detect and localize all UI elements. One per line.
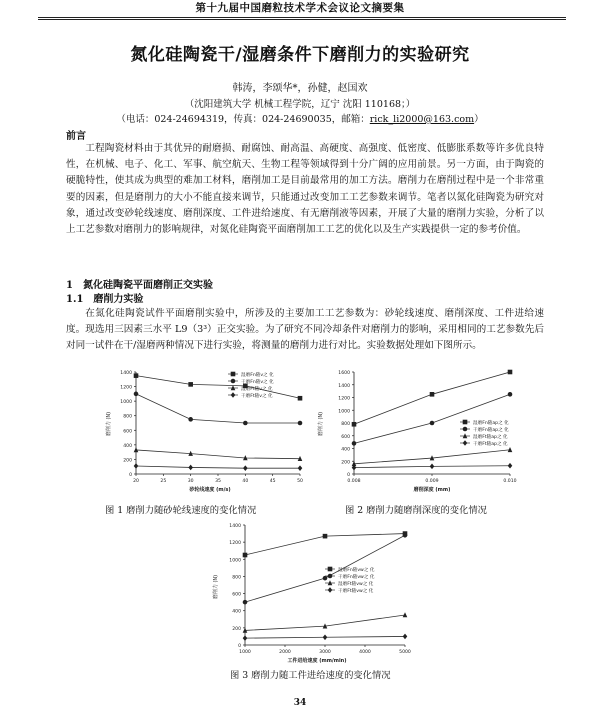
x-tick-label: 20 xyxy=(133,479,139,484)
y-tick-label: 1200 xyxy=(338,396,350,402)
y-tick-label: 400 xyxy=(232,609,241,615)
data-point xyxy=(430,421,435,426)
series-line xyxy=(136,394,300,423)
y-tick-label: 800 xyxy=(341,422,350,427)
y-tick-label: 0 xyxy=(238,644,241,649)
x-tick-label: 50 xyxy=(297,479,303,484)
legend-entry: 湿磨Ft随vw之 化 xyxy=(338,581,374,587)
figure-2-caption: 图 2 磨削力随磨削深度的变化情况 xyxy=(345,505,487,516)
data-point xyxy=(403,612,408,617)
figure-3-caption: 图 3 磨削力随工件进给速度的变化情况 xyxy=(230,670,391,681)
series-line xyxy=(354,372,510,424)
data-point xyxy=(298,396,303,401)
contact-line xyxy=(0,111,600,125)
y-tick-label: 800 xyxy=(232,575,241,581)
legend-swatch-marker xyxy=(328,574,333,579)
data-point xyxy=(403,634,408,640)
x-axis-label: 砂轮线速度 (m/s) xyxy=(189,487,231,493)
data-point xyxy=(403,533,408,538)
y-axis-label: 磨削力 (N) xyxy=(318,411,324,437)
legend-entry: 干磨Ft随vw之 化 xyxy=(338,588,374,594)
y-tick-label: 1200 xyxy=(229,541,241,547)
legend-swatch-marker xyxy=(463,420,468,425)
x-axis-label: 磨削深度 (mm) xyxy=(413,487,451,493)
data-point xyxy=(323,534,328,539)
section-1-paragraph: 在氮化硅陶瓷试件平面磨削实验中，所涉及的主要加工工艺参数为：砂轮线速度、磨削深度、工件进给速度。现选用三因素三水平 L9（3³）正交实验。为了研究不同冷却条件对磨削力的影响，采用相同的工艺参数先后对同一试件在干/湿磨两种情况下进行实验，将测量的磨削力进行对比。实验数据处理如下图所示。 xyxy=(66,308,544,352)
section-1-1-heading: 1.1 磨削力实验 xyxy=(66,294,144,305)
y-tick-label: 1200 xyxy=(120,385,132,391)
x-tick-label: 3000 xyxy=(319,650,331,655)
legend-swatch-marker xyxy=(231,392,236,398)
series-line xyxy=(136,450,300,459)
data-point xyxy=(430,464,435,470)
y-tick-label: 1000 xyxy=(229,558,241,564)
figure-3-chart xyxy=(205,517,435,667)
x-tick-label: 2000 xyxy=(279,650,291,655)
x-axis-label: 工件进给速度 (mm/min) xyxy=(287,658,347,664)
y-tick-label: 400 xyxy=(341,447,350,453)
series-line xyxy=(136,376,300,399)
email-link[interactable]: rick_li2000@163.com xyxy=(369,114,475,125)
paper-title: 氮化硅陶瓷干/湿磨条件下磨削力的实验研究 xyxy=(130,45,470,65)
x-tick-label: 40 xyxy=(242,479,249,484)
x-tick-label: 0.009 xyxy=(425,479,439,484)
legend-entry: 湿磨Ft随ap之 化 xyxy=(473,434,508,440)
legend-swatch-marker xyxy=(328,587,333,593)
series-line xyxy=(136,466,300,468)
figure-1-caption: 图 1 磨削力随砂轮线速度的变化情况 xyxy=(105,505,257,516)
legend-entry: 湿磨Fn随vw之 化 xyxy=(338,567,375,573)
legend-entry: 湿磨Fn随ap之 化 xyxy=(473,420,509,426)
data-point xyxy=(134,392,139,397)
data-point xyxy=(323,576,328,581)
data-point xyxy=(243,600,248,605)
data-point xyxy=(508,370,513,375)
legend-entry: 干磨Ft随ap之 化 xyxy=(473,441,508,447)
intro-paragraph: 工程陶瓷材料由于其优异的耐磨损、耐腐蚀、耐高温、高硬度、高强度、低密度、低膨胀系数等许多优良特性，在机械、电子、化工、军事、航空航天、生物工程等领域得到十分广阔的应用前景。另一方面，由于陶瓷的硬脆特性，使其成为典型的难加工材料，磨削加工是目前最常用的加工方法。磨削力在磨削过程中是一个非常重要的因素，但是磨削力的大小不能直接来调节，只能通过改变加工工艺参数来调节。笔者以氮化硅陶瓷为研究对象，通过改变砂轮线速度、磨削深度、工件进给速度、有无磨削液等因素，开展了大量的磨削力实验，分析了以上工艺参数对磨削力的影响规律，对氮化硅陶瓷平面磨削加工工艺的优化以及生产实践提供一定的参考价值。 xyxy=(66,143,544,236)
legend-swatch-marker xyxy=(231,379,236,384)
figure-1-chart xyxy=(100,364,310,499)
author-list: 韩涛，李颂华*，孙健，赵国欢 xyxy=(232,83,368,94)
y-tick-label: 600 xyxy=(232,592,241,598)
legend-entry: 干磨Fn随vw之 化 xyxy=(338,574,375,580)
data-point xyxy=(188,465,193,471)
y-tick-label: 1000 xyxy=(338,409,350,415)
data-point xyxy=(323,634,328,640)
section-1-heading: 1 氮化硅陶瓷平面磨削正交实验 xyxy=(66,280,213,291)
legend-swatch-marker xyxy=(463,440,468,446)
x-tick-label: 0.010 xyxy=(503,479,517,484)
page-number: 34 xyxy=(293,698,307,708)
x-tick-label: 5000 xyxy=(399,650,411,655)
legend-entry: 干磨Ft随v之 化 xyxy=(241,393,273,399)
x-tick-label: 25 xyxy=(160,479,167,484)
legend-entry: 干磨Fn随ap之 化 xyxy=(473,427,509,433)
y-tick-label: 200 xyxy=(341,460,350,466)
data-point xyxy=(298,465,303,471)
legend-swatch-marker xyxy=(463,427,468,432)
y-tick-label: 1400 xyxy=(229,524,241,529)
y-tick-label: 800 xyxy=(123,414,132,420)
figure-2-chart xyxy=(310,364,530,499)
legend-swatch-marker xyxy=(231,372,236,377)
x-tick-label: 0.008 xyxy=(347,479,361,484)
data-point xyxy=(188,417,193,422)
y-tick-label: 400 xyxy=(123,443,132,449)
data-point xyxy=(243,421,248,426)
y-tick-label: 1600 xyxy=(338,371,350,376)
data-point xyxy=(508,392,513,397)
y-tick-label: 0 xyxy=(347,473,350,478)
affiliation: （沈阳建筑大学 机械工程学院，辽宁 沈阳 110168；） xyxy=(184,99,416,110)
x-tick-label: 1000 xyxy=(239,650,251,655)
legend-entry: 湿磨Fn随v之 化 xyxy=(241,372,274,378)
x-tick-label: 4000 xyxy=(359,650,371,655)
legend-swatch-marker xyxy=(328,567,333,572)
data-point xyxy=(243,635,248,641)
header-rule xyxy=(38,17,566,18)
contact-prefix: （电话：024-24694319，传真：024-24690035，邮箱： xyxy=(116,114,370,125)
y-tick-label: 1000 xyxy=(120,400,132,406)
data-point xyxy=(134,463,139,469)
legend-entry: 湿磨Ft随v之 化 xyxy=(241,386,273,392)
contact-suffix: ） xyxy=(474,114,484,125)
data-point xyxy=(298,421,303,426)
data-point xyxy=(508,463,513,469)
y-tick-label: 1400 xyxy=(120,371,132,376)
x-tick-label: 45 xyxy=(269,479,276,484)
intro-heading: 前言 xyxy=(66,131,86,142)
x-tick-label: 30 xyxy=(187,479,194,484)
data-point xyxy=(243,465,248,471)
data-point xyxy=(508,447,513,452)
header-rule-double xyxy=(38,19,566,20)
data-point xyxy=(188,382,193,387)
data-point xyxy=(134,373,139,378)
y-axis-label: 磨削力 (N) xyxy=(213,574,219,600)
legend-entry: 干磨Fn随v之 化 xyxy=(241,379,274,385)
y-tick-label: 600 xyxy=(123,429,132,435)
y-tick-label: 200 xyxy=(123,458,132,464)
data-point xyxy=(243,553,248,558)
data-point xyxy=(352,422,357,427)
data-point xyxy=(430,392,435,397)
y-tick-label: 200 xyxy=(232,626,241,632)
y-tick-label: 0 xyxy=(129,473,132,478)
y-tick-label: 600 xyxy=(341,434,350,440)
y-axis-label: 磨削力 (N) xyxy=(106,411,112,437)
x-tick-label: 35 xyxy=(215,479,221,484)
y-tick-label: 1400 xyxy=(338,383,350,389)
running-header: 第十九届中国磨粒技术学术会议论文摘要集 xyxy=(195,2,405,14)
data-point xyxy=(352,441,357,446)
